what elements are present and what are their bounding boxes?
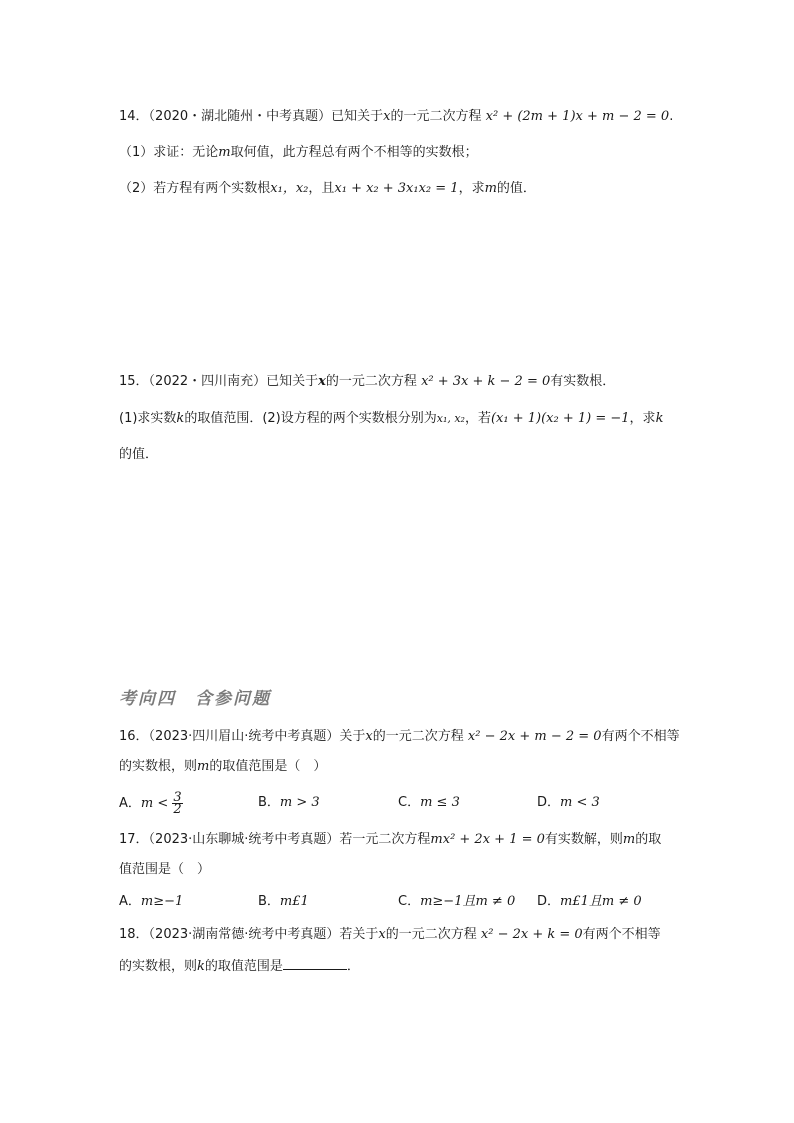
q14-stem: 14．（2020・湖北随州・中考真题）已知关于x的一元二次方程 x² + (2m + 1)x + m − 2 = 0.	[119, 109, 674, 124]
q18-stem: 18．（2023·湖南常德·统考中考真题）若关于x的一元二次方程 x² − 2x + k = 0有两个不相等	[119, 927, 661, 942]
q17-equation: mx² + 2x + 1 = 0	[430, 832, 545, 847]
q16-line2: 的实数根，则m的取值范围是（ ）	[119, 759, 327, 774]
q15-line3: 的值．	[119, 447, 159, 462]
q16-option-d[interactable]: D．m < 3	[537, 795, 600, 810]
q17-stem: 17．（2023·山东聊城·统考中考真题）若一元二次方程mx² + 2x + 1 = 0有实数解，则m的取	[119, 832, 662, 847]
q17-line2: 值范围是（ ）	[119, 862, 211, 877]
q16-equation: x² − 2x + m − 2 = 0	[467, 729, 602, 744]
q15-stem: 15．（2022・四川南充）已知关于x的一元二次方程 x² + 3x + k − 2 = 0有实数根．	[119, 374, 616, 389]
q14-part1: （1）求证：无论m取何值，此方程总有两个不相等的实数根；	[119, 145, 478, 160]
q17-option-c[interactable]: C．m≥−1且m ≠ 0	[398, 894, 516, 909]
q17-option-a[interactable]: A．m≥−1	[119, 894, 184, 909]
q16-option-b[interactable]: B．m > 3	[258, 795, 320, 810]
q17-option-d[interactable]: D．m£1且m ≠ 0	[537, 894, 642, 909]
q14-equation: x² + (2m + 1)x + m − 2 = 0	[485, 109, 670, 124]
fraction: $\frac{3}{2}$	[173, 790, 182, 817]
q15-equation: x² + 3x + k − 2 = 0	[421, 374, 551, 389]
q15-line2: (1)求实数k的取值范围．(2)设方程的两个实数根分别为x₁, x₂，若(x₁ + 1)(x₂ + 1) = −1，求k	[119, 411, 664, 426]
q18-line2: 的实数根，则k的取值范围是 ．	[119, 959, 360, 974]
q14-part2: （2）若方程有两个实数根x₁，x₂，且x₁ + x₂ + 3x₁x₂ = 1，求m的值．	[119, 181, 536, 196]
answer-blank[interactable]	[283, 957, 347, 970]
q16-option-a[interactable]: A．m < $\frac{3}{2}$	[119, 790, 182, 817]
q16-stem: 16．（2023·四川眉山·统考中考真题）关于x的一元二次方程 x² − 2x + m − 2 = 0有两个不相等	[119, 729, 680, 744]
section-title: 考向四 含参问题	[119, 689, 271, 709]
q17-option-b[interactable]: B．m£1	[258, 894, 309, 909]
q18-equation: x² − 2x + k = 0	[480, 927, 583, 942]
q16-option-c[interactable]: C．m ≤ 3	[398, 795, 460, 810]
